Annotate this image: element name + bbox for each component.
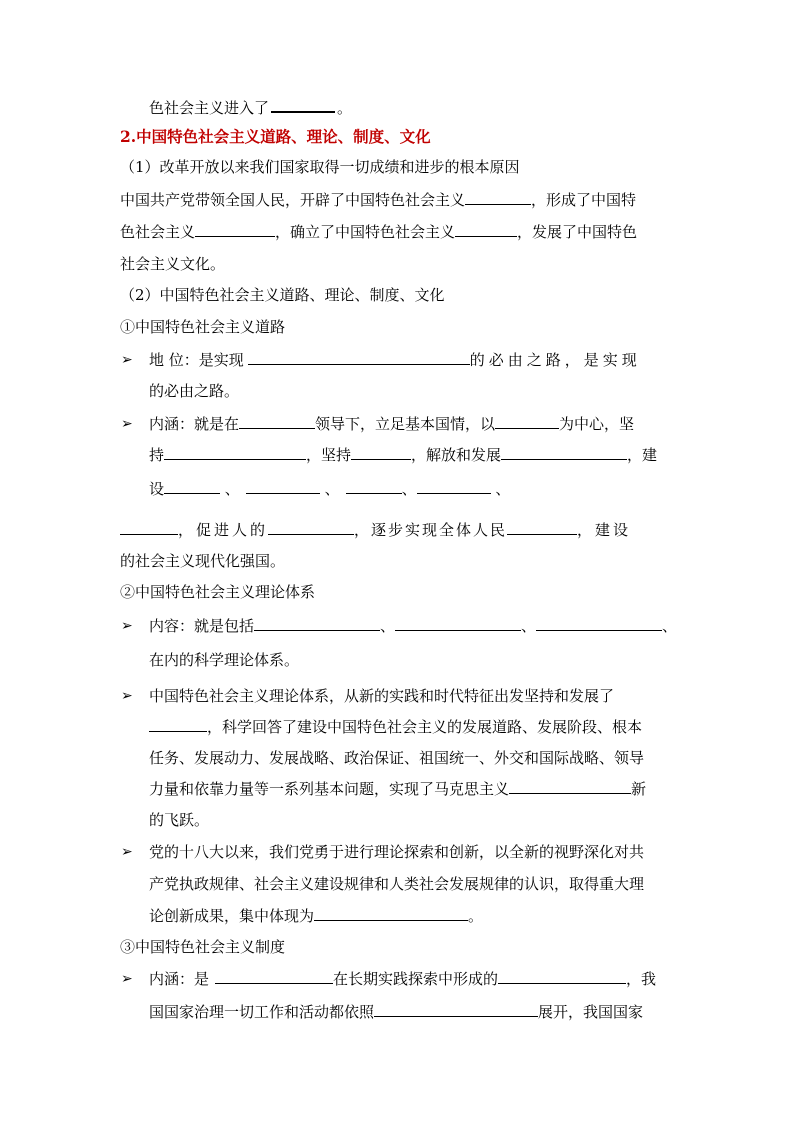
- arrow-bullet-icon: ➢: [121, 844, 133, 860]
- text: 内涵：是: [149, 970, 210, 988]
- text: 内涵：就是在: [149, 415, 240, 433]
- item-heading: ①中国特色社会主义道路: [120, 318, 286, 336]
- fill-blank[interactable]: [395, 616, 521, 631]
- text-line: 产党执政规律、社会主义建设规律和人类社会发展规律的认识，取得重大理: [149, 875, 645, 893]
- fill-blank[interactable]: [346, 479, 402, 494]
- text: ，发展了中国特色: [517, 223, 638, 241]
- fill-blank[interactable]: [495, 414, 559, 429]
- text: ，坚持: [306, 446, 352, 464]
- fill-blank[interactable]: [498, 969, 626, 984]
- fill-blank[interactable]: [507, 520, 577, 535]
- fill-blank[interactable]: [455, 222, 517, 237]
- arrow-bullet-icon: ➢: [121, 618, 133, 634]
- text-line: 在内的科学理论体系。: [149, 651, 300, 669]
- fill-blank[interactable]: [417, 479, 491, 494]
- text-line: 的飞跃。: [149, 811, 210, 829]
- text: ，促进人的: [178, 521, 269, 539]
- arrow-bullet-icon: ➢: [121, 688, 133, 704]
- fill-blank[interactable]: [195, 222, 275, 237]
- text: 的必由之路，是实现: [469, 351, 641, 369]
- text-line: [120, 222, 637, 242]
- fill-blank[interactable]: [465, 190, 531, 205]
- text-line: [149, 350, 641, 370]
- text: 新: [631, 780, 647, 798]
- text: 中国共产党带领全国人民，开辟了中国特色社会主义: [120, 191, 466, 209]
- item-heading: ③中国特色社会主义制度: [120, 938, 286, 956]
- text-line: [149, 479, 510, 499]
- text-line: 的必由之路。: [149, 382, 240, 400]
- text-line: [149, 1002, 643, 1022]
- text-line: 党的十八大以来，我们党勇于进行理论探索和创新，以全新的视野深化对共: [149, 843, 645, 861]
- text-line: [149, 616, 677, 636]
- fill-blank[interactable]: [268, 520, 354, 535]
- fill-blank[interactable]: [246, 479, 320, 494]
- text: 持: [149, 446, 165, 464]
- fill-blank[interactable]: [215, 969, 333, 984]
- fill-blank[interactable]: [149, 717, 207, 732]
- fill-blank[interactable]: [164, 479, 220, 494]
- text-line: [149, 969, 656, 989]
- text-line: [149, 779, 646, 799]
- text: 、: [224, 480, 240, 498]
- fill-blank[interactable]: [501, 445, 627, 460]
- text: 为中心，坚: [559, 415, 635, 433]
- text-line: [149, 717, 642, 737]
- subsection-heading: （2）中国特色社会主义道路、理论、制度、文化: [120, 286, 445, 304]
- text: ，形成了中国特: [531, 191, 637, 209]
- fill-blank[interactable]: [536, 616, 662, 631]
- fill-blank[interactable]: [248, 350, 470, 365]
- text-line: [149, 445, 657, 465]
- text-line: 任务、发展动力、发展战略、政治保证、祖国统一、外交和国际战略、领导: [149, 749, 645, 767]
- arrow-bullet-icon: ➢: [121, 971, 133, 987]
- fill-blank[interactable]: [271, 97, 335, 113]
- text-line: [149, 97, 352, 118]
- text: ，我: [626, 970, 657, 988]
- text-line: 社会主义文化。: [120, 255, 226, 273]
- text: 地 位：是实现: [149, 351, 244, 369]
- fill-blank[interactable]: [351, 445, 411, 460]
- subsection-heading: （1）改革开放以来我们国家取得一切成绩和进步的根本原因: [120, 158, 520, 176]
- fill-blank[interactable]: [314, 906, 468, 921]
- text: 、: [662, 617, 678, 635]
- text: 论创新成果，集中体现为: [149, 907, 315, 925]
- text: 设: [149, 480, 165, 498]
- text: ，解放和发展: [411, 446, 502, 464]
- fill-blank[interactable]: [254, 616, 380, 631]
- text: 国国家治理一切工作和活动都依照: [149, 1003, 375, 1021]
- fill-blank[interactable]: [120, 520, 178, 535]
- text: 色社会主义进入了: [149, 99, 270, 117]
- text: ，科学回答了建设中国特色社会主义的发展道路、发展阶段、根本: [207, 718, 643, 736]
- text: 、: [495, 480, 511, 498]
- text: 色社会主义: [120, 223, 196, 241]
- text: ，逐步实现全体人民: [354, 521, 508, 539]
- text-line: [120, 190, 636, 210]
- text: 。: [337, 99, 353, 117]
- section-heading: 2.中国特色社会主义道路、理论、制度、文化: [120, 127, 431, 146]
- fill-blank[interactable]: [374, 1002, 538, 1017]
- text: 内容：就是包括: [149, 617, 255, 635]
- text: 、: [401, 480, 417, 498]
- text-line: [149, 414, 634, 434]
- text: 在长期实践探索中形成的: [333, 970, 499, 988]
- item-heading: ②中国特色社会主义理论体系: [120, 583, 316, 601]
- arrow-bullet-icon: ➢: [121, 416, 133, 432]
- text: 。: [468, 907, 484, 925]
- text-line: [120, 520, 631, 540]
- text-line: [149, 906, 483, 926]
- text: ，建设: [577, 521, 632, 539]
- text: 、: [324, 480, 340, 498]
- text: 力量和依靠力量等一系列基本问题，实现了马克思主义: [149, 780, 510, 798]
- text: ，确立了中国特色社会主义: [275, 223, 456, 241]
- text: 领导下，立足基本国情，以: [315, 415, 496, 433]
- text: ，建: [627, 446, 658, 464]
- fill-blank[interactable]: [239, 414, 315, 429]
- text: 展开，我国国家: [538, 1003, 644, 1021]
- text-line: 中国特色社会主义理论体系，从新的实践和时代特征出发坚持和发展了: [149, 687, 615, 705]
- fill-blank[interactable]: [164, 445, 306, 460]
- text: 、: [380, 617, 396, 635]
- arrow-bullet-icon: ➢: [121, 352, 133, 368]
- text-line: 的社会主义现代化强国。: [120, 552, 286, 570]
- text: 、: [521, 617, 537, 635]
- fill-blank[interactable]: [509, 779, 631, 794]
